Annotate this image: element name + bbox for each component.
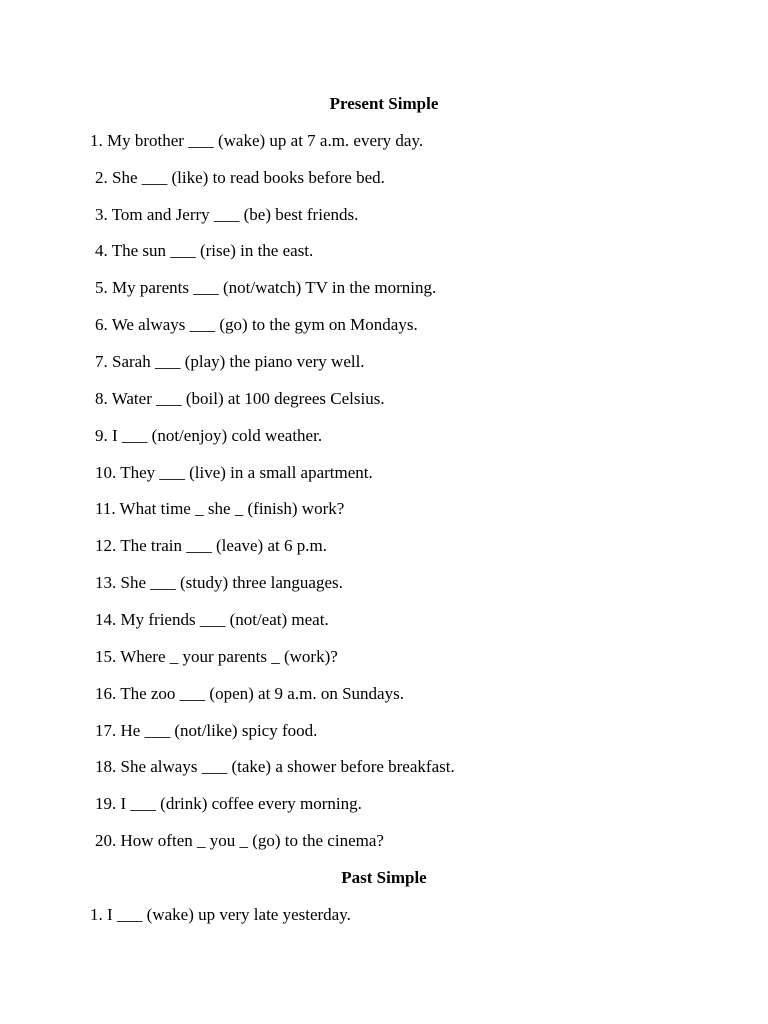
exercise-item: 4. The sun ___ (rise) in the east.: [95, 241, 314, 260]
exercise-item: 2. She ___ (like) to read books before bed.: [95, 168, 385, 187]
exercise-item: 11. What time _ she _ (finish) work?: [95, 499, 345, 518]
exercise-item: 13. She ___ (study) three languages.: [95, 573, 343, 592]
exercise-item: 19. I ___ (drink) coffee every morning.: [95, 794, 362, 813]
exercise-item: 1. My brother ___ (wake) up at 7 a.m. every day.: [90, 131, 424, 150]
exercise-item: 9. I ___ (not/enjoy) cold weather.: [95, 426, 323, 445]
exercise-item: 14. My friends ___ (not/eat) meat.: [95, 610, 329, 629]
exercise-item: 3. Tom and Jerry ___ (be) best friends.: [95, 205, 359, 224]
present-simple-heading: Present Simple: [329, 94, 439, 113]
exercise-item: 15. Where _ your parents _ (work)?: [95, 647, 338, 666]
exercise-item: 5. My parents ___ (not/watch) TV in the morning.: [95, 278, 437, 297]
past-simple-heading: Past Simple: [341, 868, 427, 887]
exercise-item: 20. How often _ you _ (go) to the cinema?: [95, 831, 384, 850]
exercise-item: 1. I ___ (wake) up very late yesterday.: [90, 905, 351, 924]
exercise-item: 6. We always ___ (go) to the gym on Mondays.: [95, 315, 418, 334]
exercise-item: 10. They ___ (live) in a small apartment.: [95, 463, 373, 482]
exercise-item: 16. The zoo ___ (open) at 9 a.m. on Sundays.: [95, 684, 404, 703]
exercise-item: 8. Water ___ (boil) at 100 degrees Celsius.: [95, 389, 385, 408]
exercise-item: 18. She always ___ (take) a shower before breakfast.: [95, 757, 455, 776]
exercise-item: 7. Sarah ___ (play) the piano very well.: [95, 352, 365, 371]
exercise-item: 12. The train ___ (leave) at 6 p.m.: [95, 536, 327, 555]
exercise-item: 17. He ___ (not/like) spicy food.: [95, 721, 318, 740]
